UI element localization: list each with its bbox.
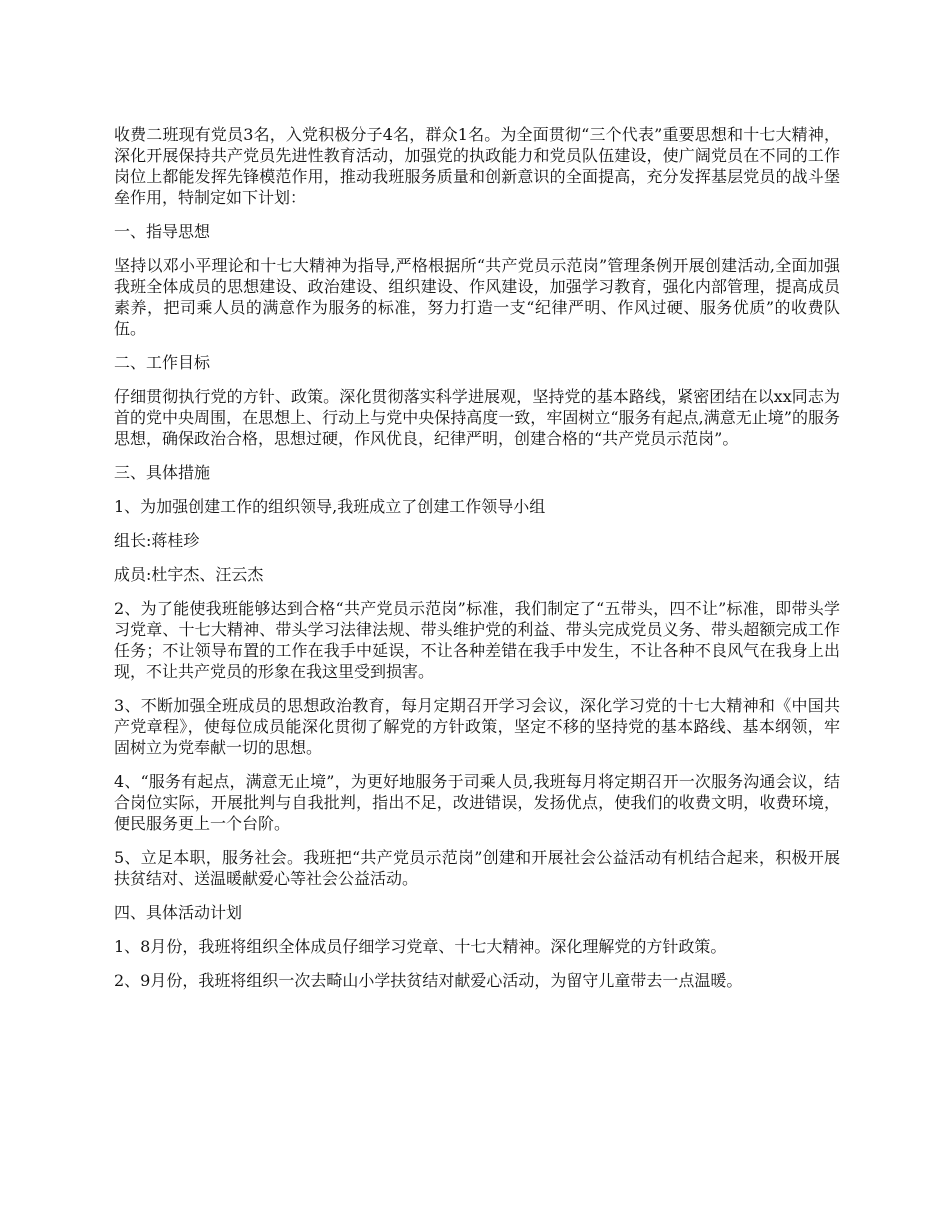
section-heading-guiding-ideology: 一、指导思想	[114, 222, 211, 241]
section-heading-activity-plan: 四、具体活动计划	[114, 903, 243, 922]
guiding-ideology-paragraph: 坚持以邓小平理论和十七大精神为指导,严格根据所“共产党员示范岗”管理条例开展创建活动,全面加强我班全体成员的思想建设、政治建设、组织建设、作风建设，加强学习教育，强化内部管理，提高成员素养，把司乘人员的满意作为服务的标准，努力打造一支“纪律严明、作风过硬、服务优质”的收费队伍。	[114, 256, 840, 338]
activity-item-1: 1、8月份，我班将组织全体成员仔细学习党章、十七大精神。深化理解党的方针政策。	[114, 937, 727, 956]
section-heading-measures: 三、具体措施	[114, 463, 211, 482]
measure-item-1: 1、为加强创建工作的组织领导,我班成立了创建工作领导小组	[114, 497, 546, 516]
activity-item-2: 2、9月份，我班将组织一次去畸山小学扶贫结对献爱心活动，为留守儿童带去一点温暖。	[114, 971, 743, 990]
group-members: 成员:杜宇杰、汪云杰	[114, 565, 264, 584]
measure-item-5: 5、立足本职，服务社会。我班把“共产党员示范岗”创建和开展社会公益活动有机结合起来，积极开展扶贫结对、送温暖献爱心等社会公益活动。	[114, 848, 840, 888]
group-leader: 组长:蒋桂珍	[114, 531, 200, 550]
measure-item-3: 3、不断加强全班成员的思想政治教育，每月定期召开学习会议，深化学习党的十七大精神和《中国共产党章程》，使每位成员能深化贯彻了解党的方针政策，坚定不移的坚持党的基本路线、基本纲领，牢固树立为党奉献一切的思想。	[114, 696, 840, 757]
work-goals-paragraph: 仔细贯彻执行党的方针、政策。深化贯彻落实科学进展观，坚持党的基本路线，紧密团结在以xx同志为首的党中央周围，在思想上、行动上与党中央保持高度一致，牢固树立“服务有起点,满意无止境”的服务思想，确保政治合格，思想过硬，作风优良，纪律严明，创建合格的“共产党员示范岗”。	[114, 387, 840, 448]
measure-item-2: 2、为了能使我班能够达到合格“共产党员示范岗”标准，我们制定了“五带头，四不让”标准，即带头学习党章、十七大精神、带头学习法律法规、带头维护党的利益、带头完成党员义务、带头超额完成工作任务；不让领导布置的工作在我手中延误，不让各种差错在我手中发生，不让各种不良风气在我身上出现，不让共产党员的形象在我这里受到损害。	[114, 599, 840, 681]
intro-paragraph: 收费二班现有党员3名，入党积极分子4名，群众1名。为全面贯彻“三个代表”重要思想和十七大精神，深化开展保持共产党员先进性教育活动，加强党的执政能力和党员队伍建设，使广阔党员在不同的工作岗位上都能发挥先锋模范作用，推动我班服务质量和创新意识的全面提高，充分发挥基层党员的战斗堡垒作用，特制定如下计划：	[114, 125, 840, 207]
section-heading-work-goals: 二、工作目标	[114, 353, 211, 372]
measure-item-4: 4、“服务有起点，满意无止境”，为更好地服务于司乘人员,我班每月将定期召开一次服务沟通会议，结合岗位实际，开展批判与自我批判，指出不足，改进错误，发扬优点，使我们的收费文明，收费环境，便民服务更上一个台阶。	[114, 772, 840, 833]
document-body	[114, 124, 840, 1004]
